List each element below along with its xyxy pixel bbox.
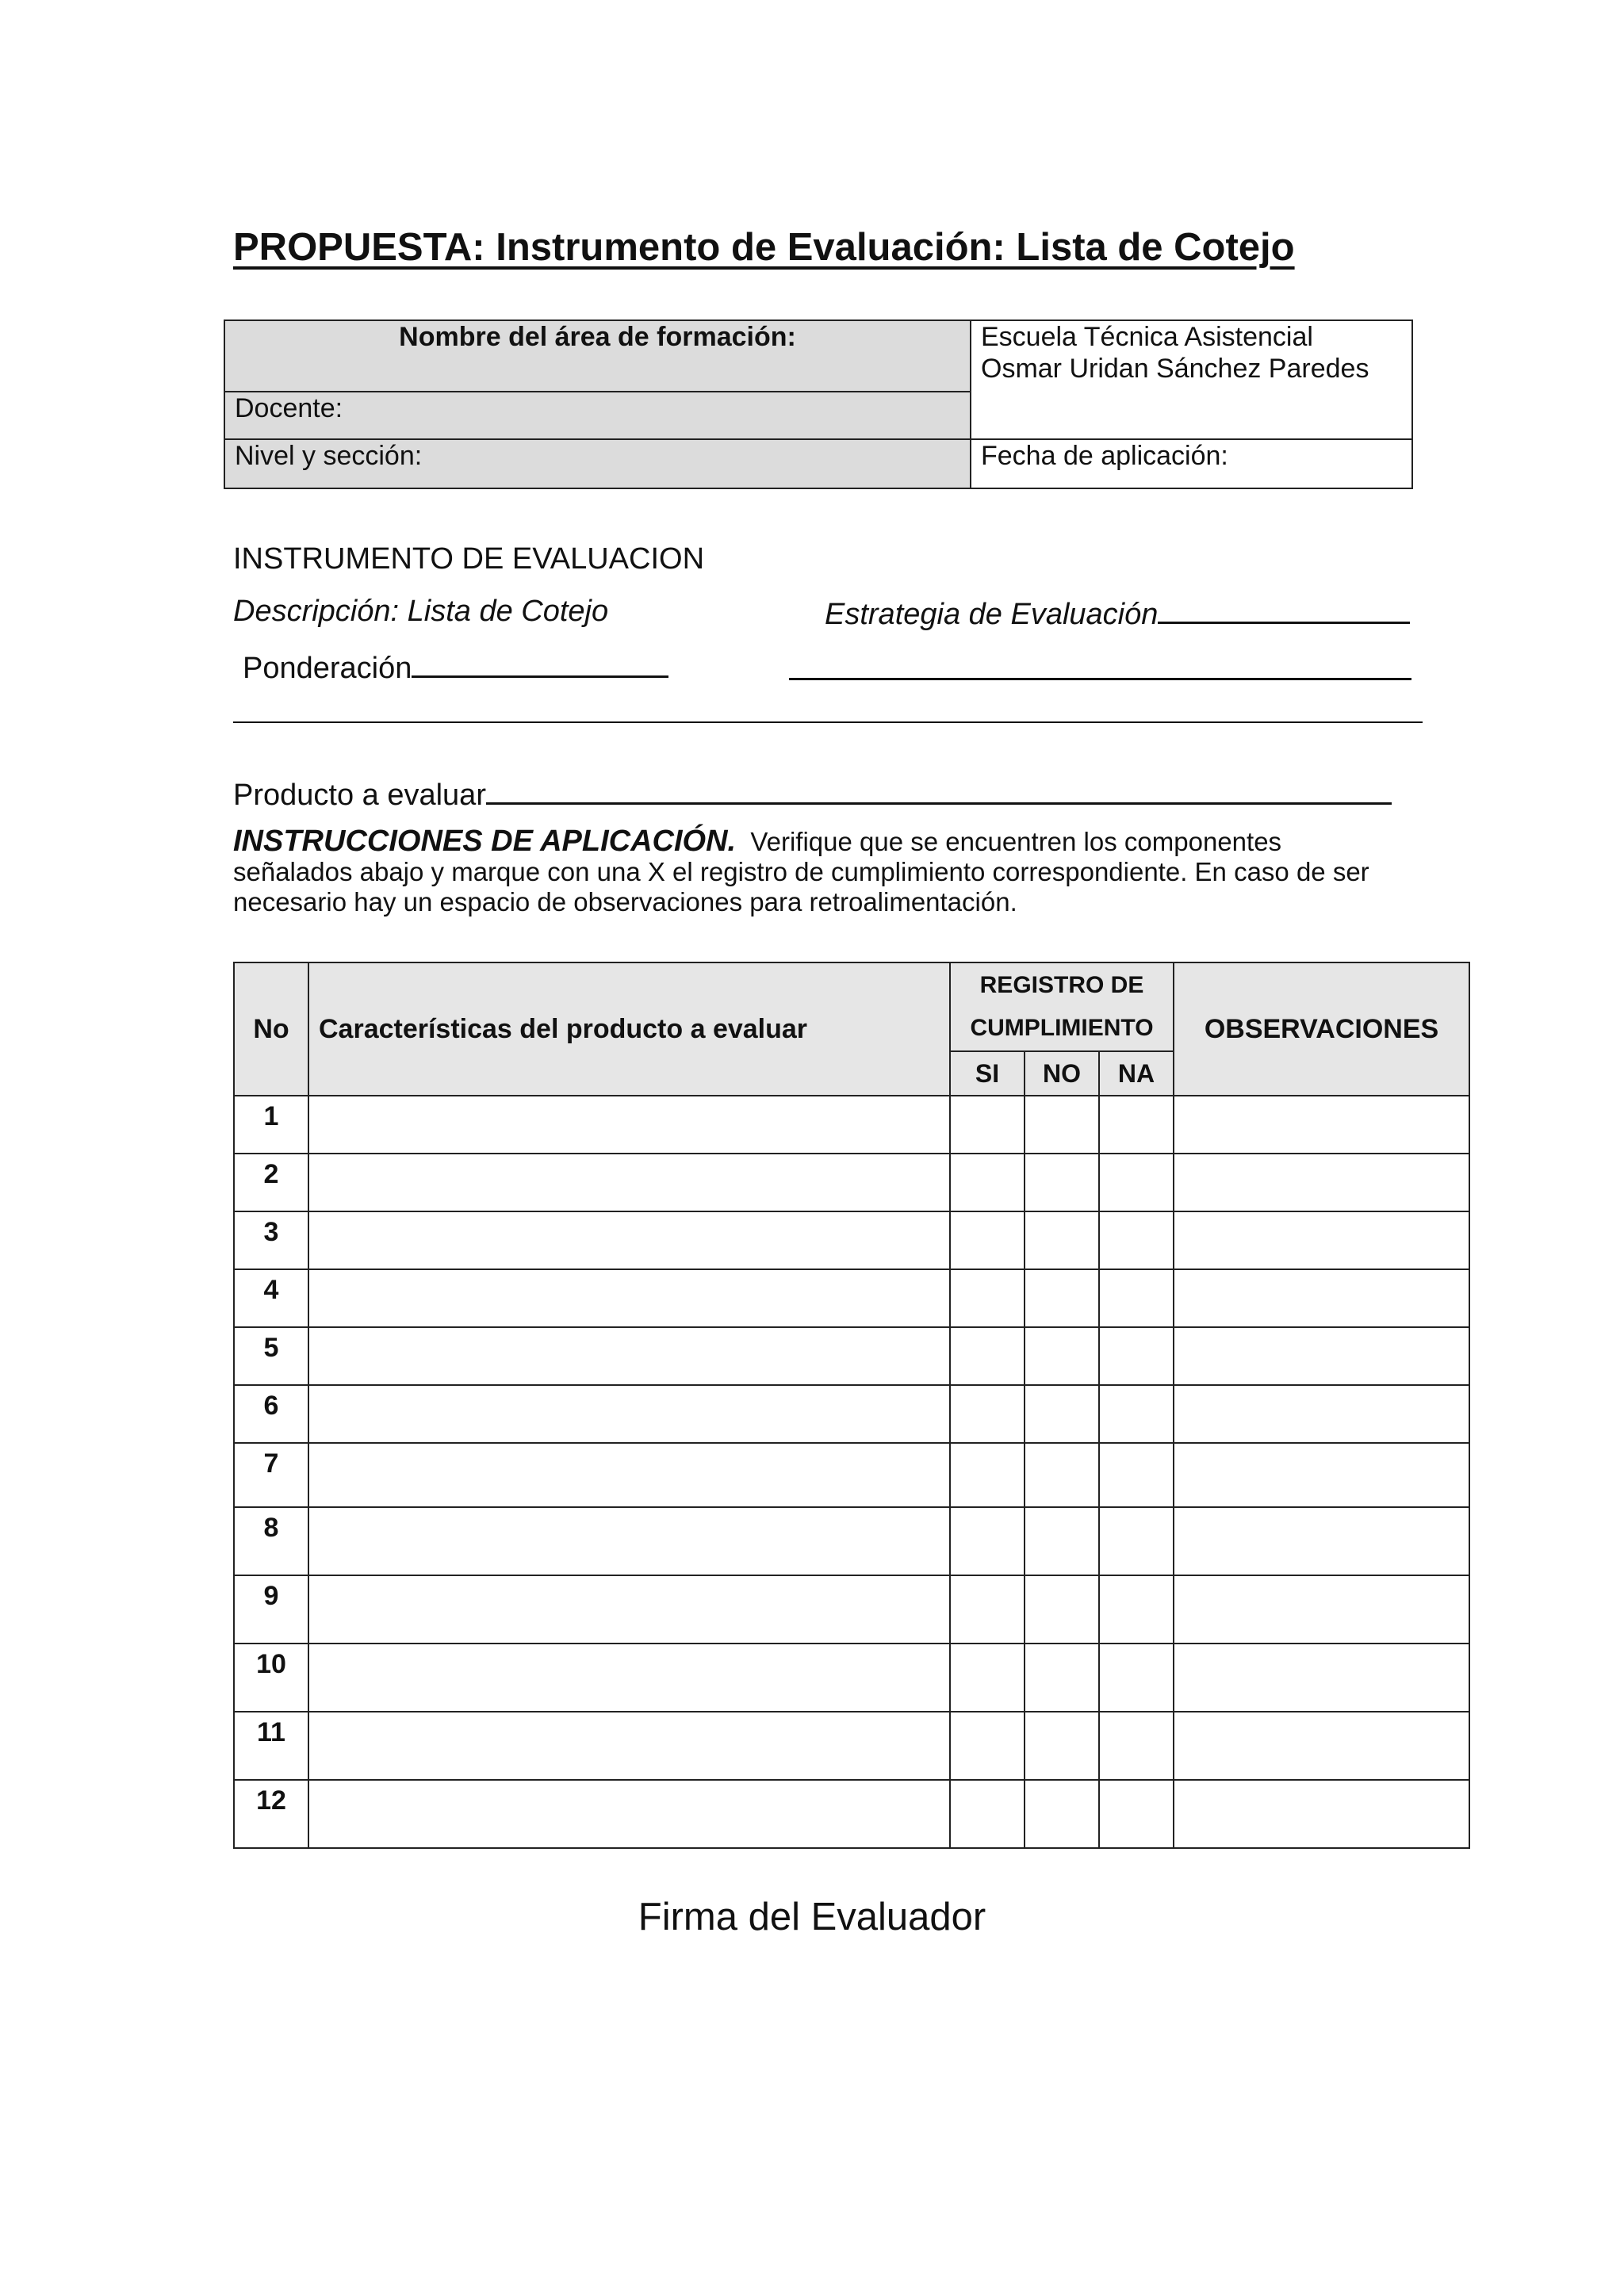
page-title: PROPUESTA: Instrumento de Evaluación: Lista de Cotejo [233, 226, 1295, 269]
caracteristica-cell[interactable] [308, 1644, 950, 1712]
row-number: 8 [234, 1507, 308, 1575]
na-checkbox-cell[interactable] [1099, 1644, 1174, 1712]
si-checkbox-cell[interactable] [950, 1154, 1025, 1211]
no-checkbox-cell[interactable] [1025, 1443, 1099, 1507]
na-checkbox-cell[interactable] [1099, 1154, 1174, 1211]
na-checkbox-cell[interactable] [1099, 1211, 1174, 1269]
info-table [224, 320, 1413, 489]
ponderacion-field [243, 649, 668, 686]
row-number: 11 [234, 1712, 308, 1780]
ponderacion-label: Ponderación [243, 652, 412, 685]
no-checkbox-cell[interactable] [1025, 1211, 1099, 1269]
table-row [234, 1327, 1469, 1385]
si-checkbox-cell[interactable] [950, 1712, 1025, 1780]
observaciones-cell[interactable] [1174, 1269, 1469, 1327]
school-person-name: Osmar Uridan Sánchez Paredes [981, 354, 1369, 384]
caracteristica-cell[interactable] [308, 1712, 950, 1780]
table-row [234, 1507, 1469, 1575]
si-checkbox-cell[interactable] [950, 1507, 1025, 1575]
no-checkbox-cell[interactable] [1025, 1507, 1099, 1575]
na-checkbox-cell[interactable] [1099, 1269, 1174, 1327]
caracteristica-cell[interactable] [308, 1327, 950, 1385]
caracteristica-cell[interactable] [308, 1575, 950, 1644]
row-number: 5 [234, 1327, 308, 1385]
nivel-label: Nivel y sección: [235, 441, 423, 471]
no-checkbox-cell[interactable] [1025, 1327, 1099, 1385]
na-checkbox-cell[interactable] [1099, 1096, 1174, 1154]
si-checkbox-cell[interactable] [950, 1096, 1025, 1154]
caracteristica-cell[interactable] [308, 1385, 950, 1443]
no-checkbox-cell[interactable] [1025, 1096, 1099, 1154]
estrategia-field [825, 595, 1410, 632]
ponderacion-blank-line[interactable] [412, 649, 668, 678]
observaciones-cell[interactable] [1174, 1385, 1469, 1443]
na-checkbox-cell[interactable] [1099, 1780, 1174, 1848]
table-row [234, 1644, 1469, 1712]
si-checkbox-cell[interactable] [950, 1211, 1025, 1269]
header-observaciones: OBSERVACIONES [1174, 962, 1469, 1096]
docente-label: Docente: [235, 393, 343, 423]
row-number: 9 [234, 1575, 308, 1644]
no-checkbox-cell[interactable] [1025, 1385, 1099, 1443]
si-checkbox-cell[interactable] [950, 1385, 1025, 1443]
descripcion-text: Descripción: Lista de Cotejo [233, 595, 609, 628]
row-number: 10 [234, 1644, 308, 1712]
observaciones-cell[interactable] [1174, 1211, 1469, 1269]
area-label: Nombre del área de formación: [399, 322, 796, 352]
instrumento-heading: INSTRUMENTO DE EVALUACION [233, 542, 705, 576]
no-checkbox-cell[interactable] [1025, 1644, 1099, 1712]
observaciones-cell[interactable] [1174, 1780, 1469, 1848]
no-checkbox-cell[interactable] [1025, 1575, 1099, 1644]
section-divider [233, 721, 1423, 723]
instrucciones-text: Verifique que se encuentren los componentes señalados abajo y marque con una X el registro de cumplimiento correspondiente. En caso de ser necesario hay un espacio de observaciones para retroalimentación. [233, 827, 1369, 916]
caracteristica-cell[interactable] [308, 1269, 950, 1327]
no-checkbox-cell[interactable] [1025, 1269, 1099, 1327]
table-row [234, 1780, 1469, 1848]
table-row [234, 1443, 1469, 1507]
school-name: Escuela Técnica Asistencial [981, 322, 1313, 352]
school-cell [971, 320, 1412, 439]
header-registro-line1: REGISTRO DE [979, 972, 1144, 998]
no-checkbox-cell[interactable] [1025, 1712, 1099, 1780]
caracteristica-cell[interactable] [308, 1443, 950, 1507]
caracteristica-cell[interactable] [308, 1154, 950, 1211]
observaciones-cell[interactable] [1174, 1096, 1469, 1154]
na-checkbox-cell[interactable] [1099, 1327, 1174, 1385]
row-number: 2 [234, 1154, 308, 1211]
row-number: 7 [234, 1443, 308, 1507]
si-checkbox-cell[interactable] [950, 1327, 1025, 1385]
caracteristica-cell[interactable] [308, 1211, 950, 1269]
estrategia-label: Estrategia de Evaluación [825, 598, 1159, 631]
table-row [234, 1096, 1469, 1154]
observaciones-cell[interactable] [1174, 1644, 1469, 1712]
observaciones-cell[interactable] [1174, 1712, 1469, 1780]
row-number: 3 [234, 1211, 308, 1269]
header-si: SI [950, 1051, 1025, 1096]
area-label-cell [224, 320, 971, 392]
firma-evaluador: Firma del Evaluador [638, 1896, 986, 1938]
row-number: 12 [234, 1780, 308, 1848]
si-checkbox-cell[interactable] [950, 1644, 1025, 1712]
no-checkbox-cell[interactable] [1025, 1780, 1099, 1848]
producto-label: Producto a evaluar [233, 779, 486, 812]
si-checkbox-cell[interactable] [950, 1443, 1025, 1507]
fecha-cell [971, 439, 1412, 488]
row-number: 6 [234, 1385, 308, 1443]
checklist-table [233, 962, 1470, 1849]
nivel-cell [224, 439, 971, 488]
si-checkbox-cell[interactable] [950, 1780, 1025, 1848]
instrucciones-paragraph [233, 826, 1391, 917]
producto-field [233, 775, 1392, 813]
header-na: NA [1099, 1051, 1174, 1096]
no-checkbox-cell[interactable] [1025, 1154, 1099, 1211]
header-no-option: NO [1025, 1051, 1099, 1096]
estrategia-continuation-line[interactable] [789, 678, 1411, 680]
header-registro-cumplimiento [950, 962, 1174, 1051]
na-checkbox-cell[interactable] [1099, 1712, 1174, 1780]
table-row [234, 1385, 1469, 1443]
observaciones-cell[interactable] [1174, 1327, 1469, 1385]
estrategia-blank-line[interactable] [1158, 595, 1410, 624]
caracteristica-cell[interactable] [308, 1096, 950, 1154]
observaciones-cell[interactable] [1174, 1507, 1469, 1575]
observaciones-cell[interactable] [1174, 1575, 1469, 1644]
si-checkbox-cell[interactable] [950, 1269, 1025, 1327]
fecha-label: Fecha de aplicación: [981, 441, 1228, 471]
table-row [234, 1211, 1469, 1269]
table-row [234, 1154, 1469, 1211]
header-registro-line2: CUMPLIMIENTO [970, 1015, 1154, 1041]
observaciones-cell[interactable] [1174, 1443, 1469, 1507]
row-number: 1 [234, 1096, 308, 1154]
si-checkbox-cell[interactable] [950, 1575, 1025, 1644]
instrucciones-heading: INSTRUCCIONES DE APLICACIÓN. [233, 825, 737, 858]
producto-blank-line[interactable] [486, 775, 1392, 805]
na-checkbox-cell[interactable] [1099, 1443, 1174, 1507]
header-no: No [234, 962, 308, 1096]
table-row [234, 1712, 1469, 1780]
observaciones-cell[interactable] [1174, 1154, 1469, 1211]
caracteristica-cell[interactable] [308, 1780, 950, 1848]
na-checkbox-cell[interactable] [1099, 1385, 1174, 1443]
docente-cell [224, 392, 971, 439]
na-checkbox-cell[interactable] [1099, 1507, 1174, 1575]
table-row [234, 1575, 1469, 1644]
table-row [234, 1269, 1469, 1327]
row-number: 4 [234, 1269, 308, 1327]
header-caracteristicas: Características del producto a evaluar [308, 962, 950, 1096]
caracteristica-cell[interactable] [308, 1507, 950, 1575]
na-checkbox-cell[interactable] [1099, 1575, 1174, 1644]
